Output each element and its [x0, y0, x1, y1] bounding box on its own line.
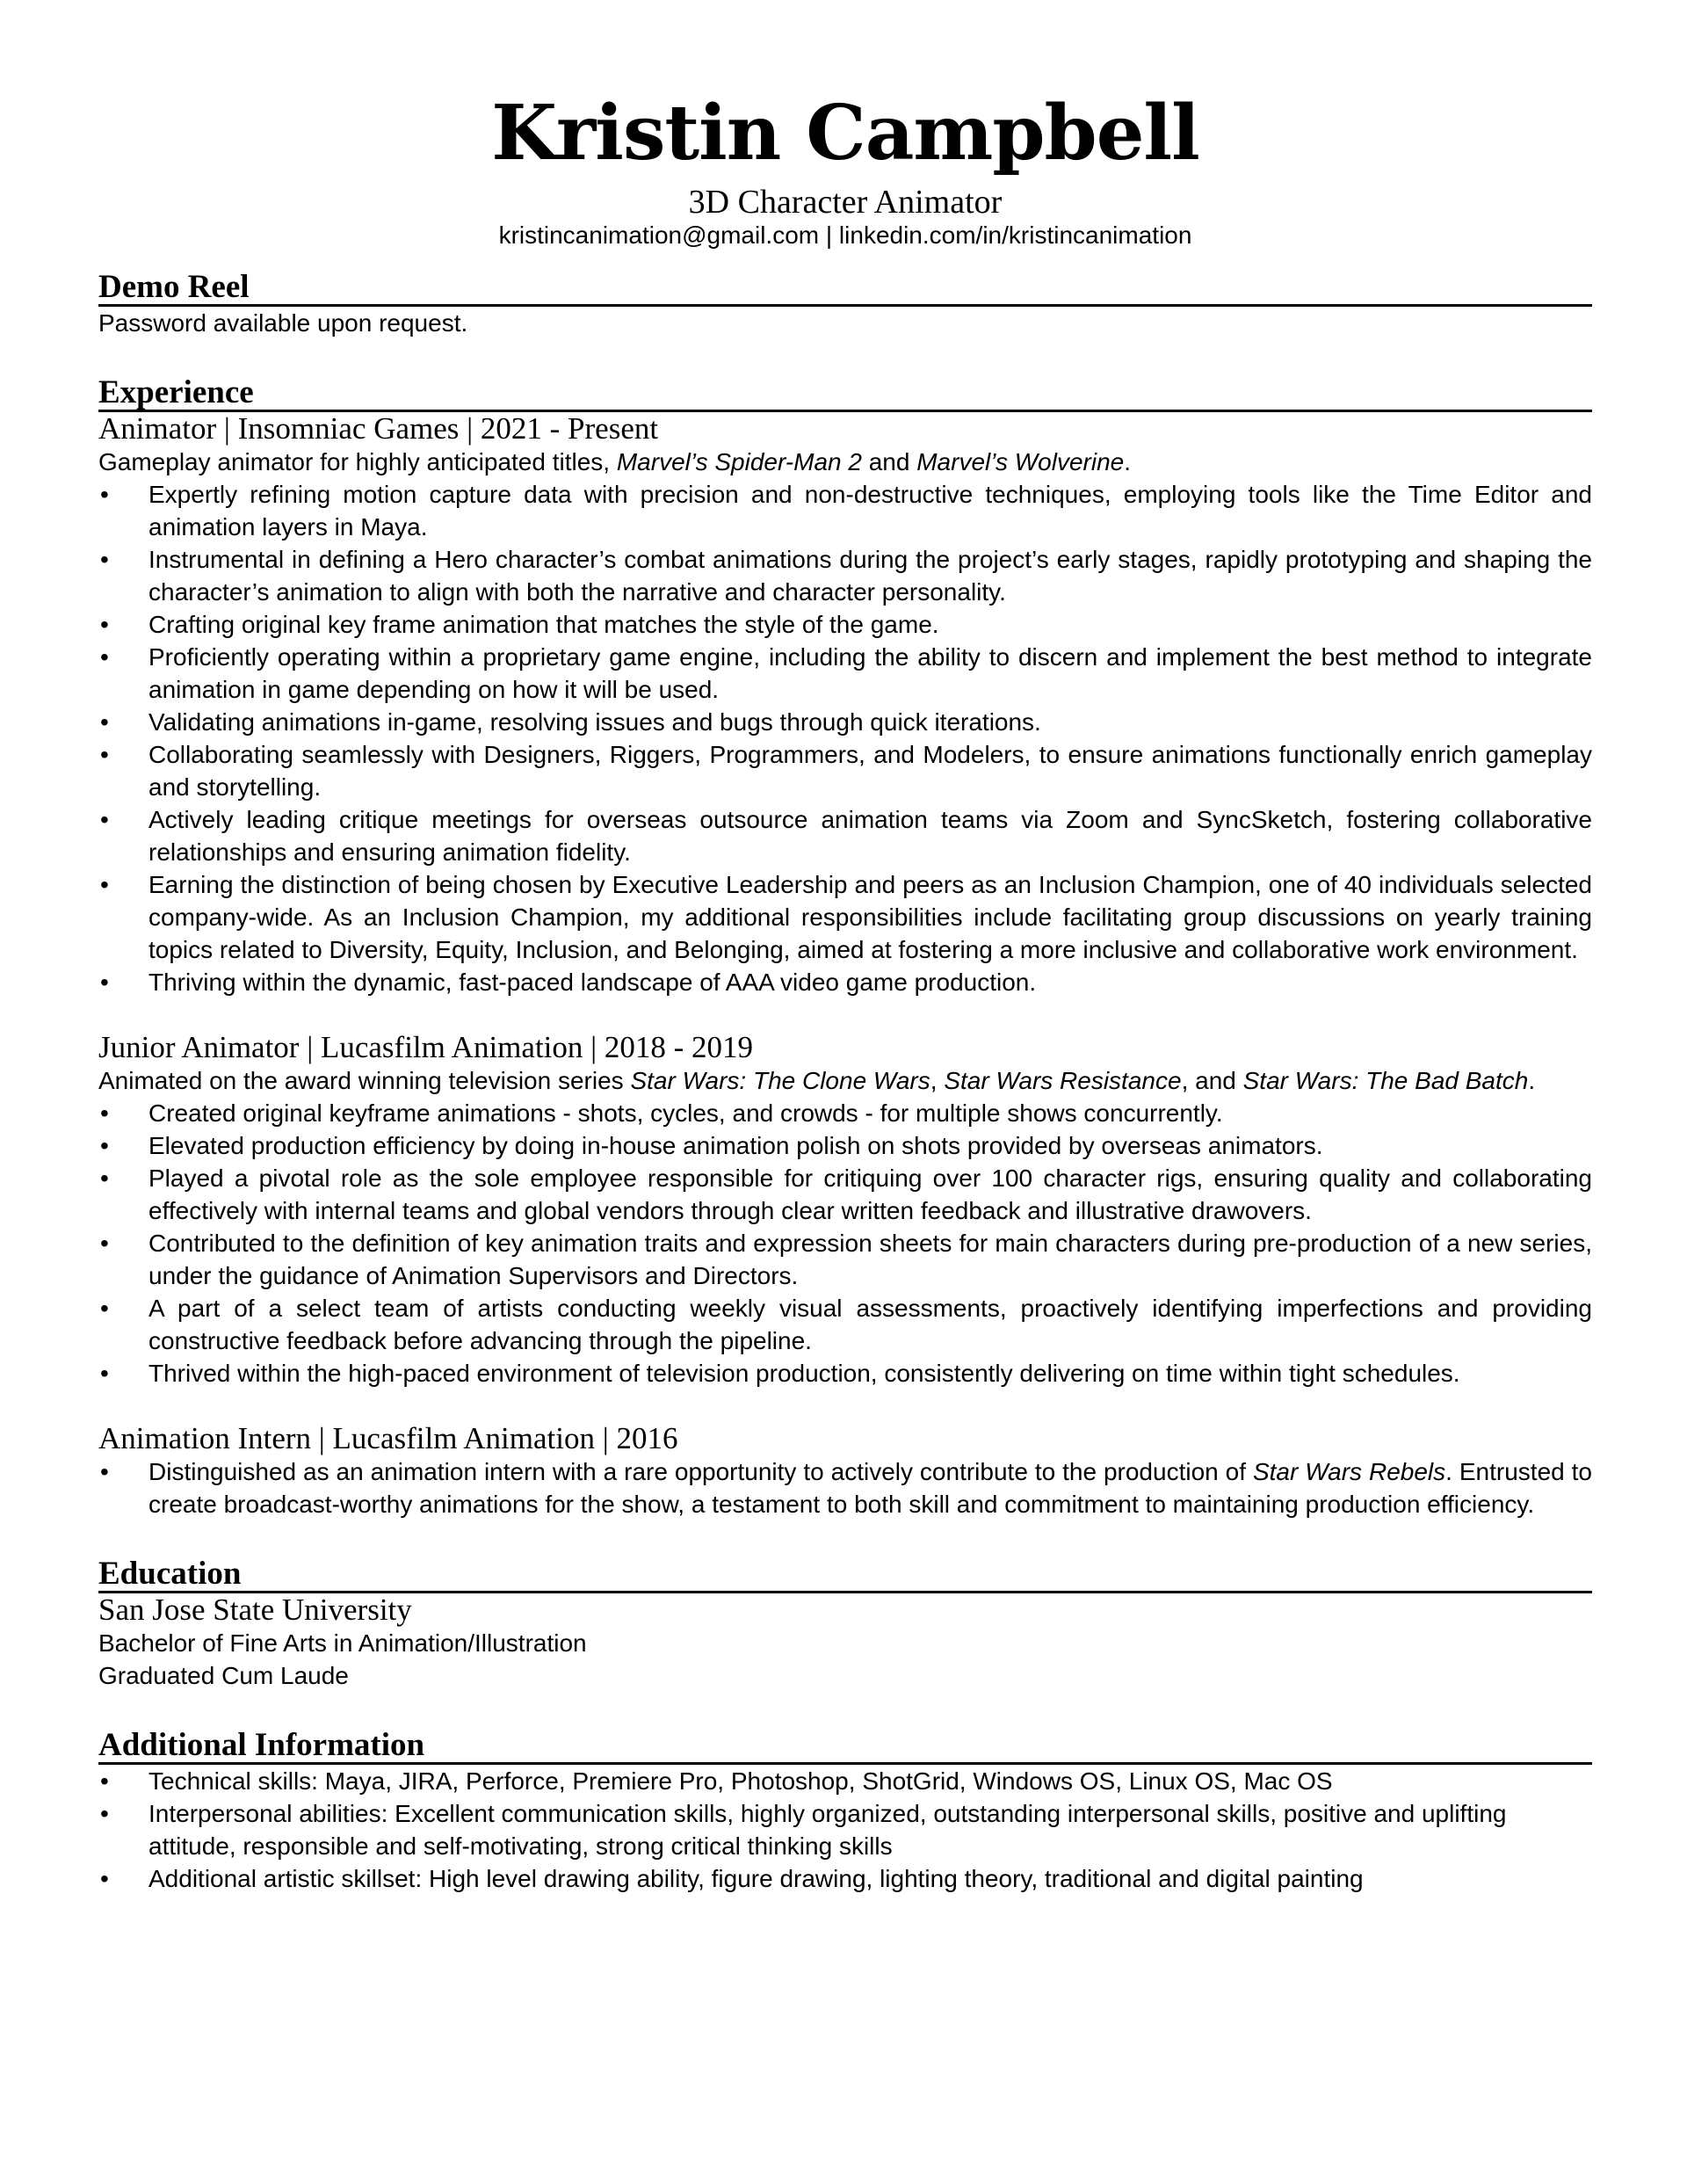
bullet-icon: • — [100, 1865, 109, 1892]
title-emphasis: Marvel’s Spider-Man 2 — [616, 448, 862, 475]
list-item: • Crafting original key frame animation that matches the style of the game. — [98, 608, 1592, 641]
bullet-icon: • — [100, 806, 109, 833]
title-emphasis: Marvel’s Wolverine — [916, 448, 1125, 475]
job-entry-insomniac — [98, 412, 1592, 998]
bullet-icon: • — [100, 611, 109, 638]
list-item: • Proficiently operating within a proprietary game engine, including the ability to discern and implement the best method to integrate animation in game depending on how it will be used. — [98, 641, 1592, 706]
list-item: • Created original keyframe animations - shots, cycles, and crowds - for multiple shows concurrently. — [98, 1097, 1592, 1129]
bullet-icon: • — [100, 969, 109, 996]
section-heading-education: Education — [98, 1557, 1592, 1593]
list-item: • Additional artistic skillset: High level drawing ability, figure drawing, lighting theory, traditional and digital painting — [98, 1862, 1592, 1895]
list-item: • Actively leading critique meetings for overseas outsource animation teams via Zoom and SyncSketch, fostering collaborative relationships and ensuring animation fidelity. — [98, 803, 1592, 868]
job-title: 3D Character Animator — [688, 184, 1003, 221]
job-bullets — [98, 1097, 1592, 1389]
job-header: Junior Animator | Lucasfilm Animation | 2018 - 2019 — [98, 1030, 754, 1064]
bullet-icon: • — [100, 643, 109, 671]
school-name: San Jose State University — [98, 1593, 412, 1627]
section-heading-demo-reel: Demo Reel — [98, 271, 1592, 307]
title-emphasis: Star Wars: The Bad Batch — [1242, 1067, 1529, 1094]
bullet-icon: • — [100, 546, 109, 573]
title-emphasis: Star Wars Resistance — [944, 1067, 1182, 1094]
list-item: • A part of a select team of artists conducting weekly visual assessments, proactively identifying imperfections and providing constructive feedback before advancing through the pipeline. — [98, 1292, 1592, 1357]
list-item: • Played a pivotal role as the sole employee responsible for critiquing over 100 character rigs, ensuring quality and collaborating effectively with internal teams and global vendors through clear written feedback and illustrative drawovers. — [98, 1162, 1592, 1227]
bullet-icon: • — [100, 708, 109, 736]
bullet-icon: • — [100, 1099, 109, 1127]
job-bullets — [98, 1455, 1592, 1520]
resume-page — [98, 88, 1592, 1895]
list-item: • Interpersonal abilities: Excellent communication skills, highly organized, outstanding interpersonal skills, positive and uplifting attitude, responsible and self-motivating, strong critical thinking skills — [98, 1797, 1592, 1862]
bullet-icon: • — [100, 1767, 109, 1795]
job-bullets — [98, 478, 1592, 998]
list-item: • Validating animations in-game, resolving issues and bugs through quick iterations. — [98, 706, 1592, 738]
job-header: Animation Intern | Lucasfilm Animation | 2016 — [98, 1421, 678, 1455]
bullet-icon: • — [100, 1230, 109, 1257]
list-item: • Thriving within the dynamic, fast-paced landscape of AAA video game production. — [98, 966, 1592, 998]
job-summary: Animated on the award winning television series Star Wars: The Clone Wars, Star Wars Resistance, and Star Wars: The Bad Batch. — [98, 1067, 1536, 1094]
list-item: • Thrived within the high-paced environment of television production, consistently delivering on time within tight schedules. — [98, 1357, 1592, 1389]
bullet-icon: • — [100, 1132, 109, 1159]
bullet-icon: • — [100, 1458, 109, 1485]
list-item: • Technical skills: Maya, JIRA, Perforce, Premiere Pro, Photoshop, ShotGrid, Windows OS, Linux OS, Mac OS — [98, 1765, 1592, 1797]
job-summary: Gameplay animator for highly anticipated titles, Marvel’s Spider-Man 2 and Marvel’s Wolverine. — [98, 448, 1132, 475]
bullet-icon: • — [100, 1295, 109, 1322]
title-emphasis: Star Wars: The Clone Wars — [630, 1067, 930, 1094]
bullet-icon: • — [100, 1360, 109, 1387]
list-item: • Collaborating seamlessly with Designers, Riggers, Programmers, and Modelers, to ensure animations functionally enrich gameplay and storytelling. — [98, 738, 1592, 803]
list-item: • Instrumental in defining a Hero character’s combat animations during the project’s early stages, rapidly prototyping and shaping the character’s animation to align with both the narrative and character personality. — [98, 543, 1592, 608]
contact-line: kristincanimation@gmail.com | linkedin.com/in/kristincanimation — [498, 221, 1192, 249]
honors: Graduated Cum Laude — [98, 1662, 349, 1689]
title-emphasis: Star Wars Rebels — [1252, 1458, 1446, 1485]
bullet-icon: • — [100, 741, 109, 768]
section-heading-additional-info: Additional Information — [98, 1729, 1592, 1765]
demo-reel-note: Password available upon request. — [98, 309, 468, 337]
section-heading-experience: Experience — [98, 376, 1592, 412]
degree: Bachelor of Fine Arts in Animation/Illustration — [98, 1629, 587, 1657]
job-entry-lucasfilm-junior — [98, 1031, 1592, 1389]
bullet-icon: • — [100, 1800, 109, 1827]
list-item: • Distinguished as an animation intern with a rare opportunity to actively contribute to the production of Star Wars Rebels. Entrusted to create broadcast-worthy animations for the show, a testament to both skill and commitment to maintaining production efficiency. — [98, 1455, 1592, 1520]
additional-bullets — [98, 1765, 1592, 1895]
list-item: • Expertly refining motion capture data with precision and non-destructive techniques, employing tools like the Time Editor and animation layers in Maya. — [98, 478, 1592, 543]
list-item: • Contributed to the definition of key animation traits and expression sheets for main characters during pre-production of a new series, under the guidance of Animation Supervisors and Directors. — [98, 1227, 1592, 1292]
bullet-icon: • — [100, 481, 109, 508]
job-entry-lucasfilm-intern — [98, 1422, 1592, 1520]
list-item: • Earning the distinction of being chosen by Executive Leadership and peers as an Inclusion Champion, one of 40 individuals selected company-wide. As an Inclusion Champion, my additional responsibilities include facilitating group discussions on yearly training topics related to Diversity, Equity, Inclusion, and Belonging, aimed at fostering a more inclusive and collaborative work environment. — [98, 868, 1592, 966]
bullet-icon: • — [100, 871, 109, 898]
list-item: • Elevated production efficiency by doing in-house animation polish on shots provided by overseas animators. — [98, 1129, 1592, 1162]
candidate-name: Kristin Campbell — [491, 89, 1199, 178]
bullet-icon: • — [100, 1165, 109, 1192]
job-header: Animator | Insomniac Games | 2021 - Present — [98, 411, 659, 446]
